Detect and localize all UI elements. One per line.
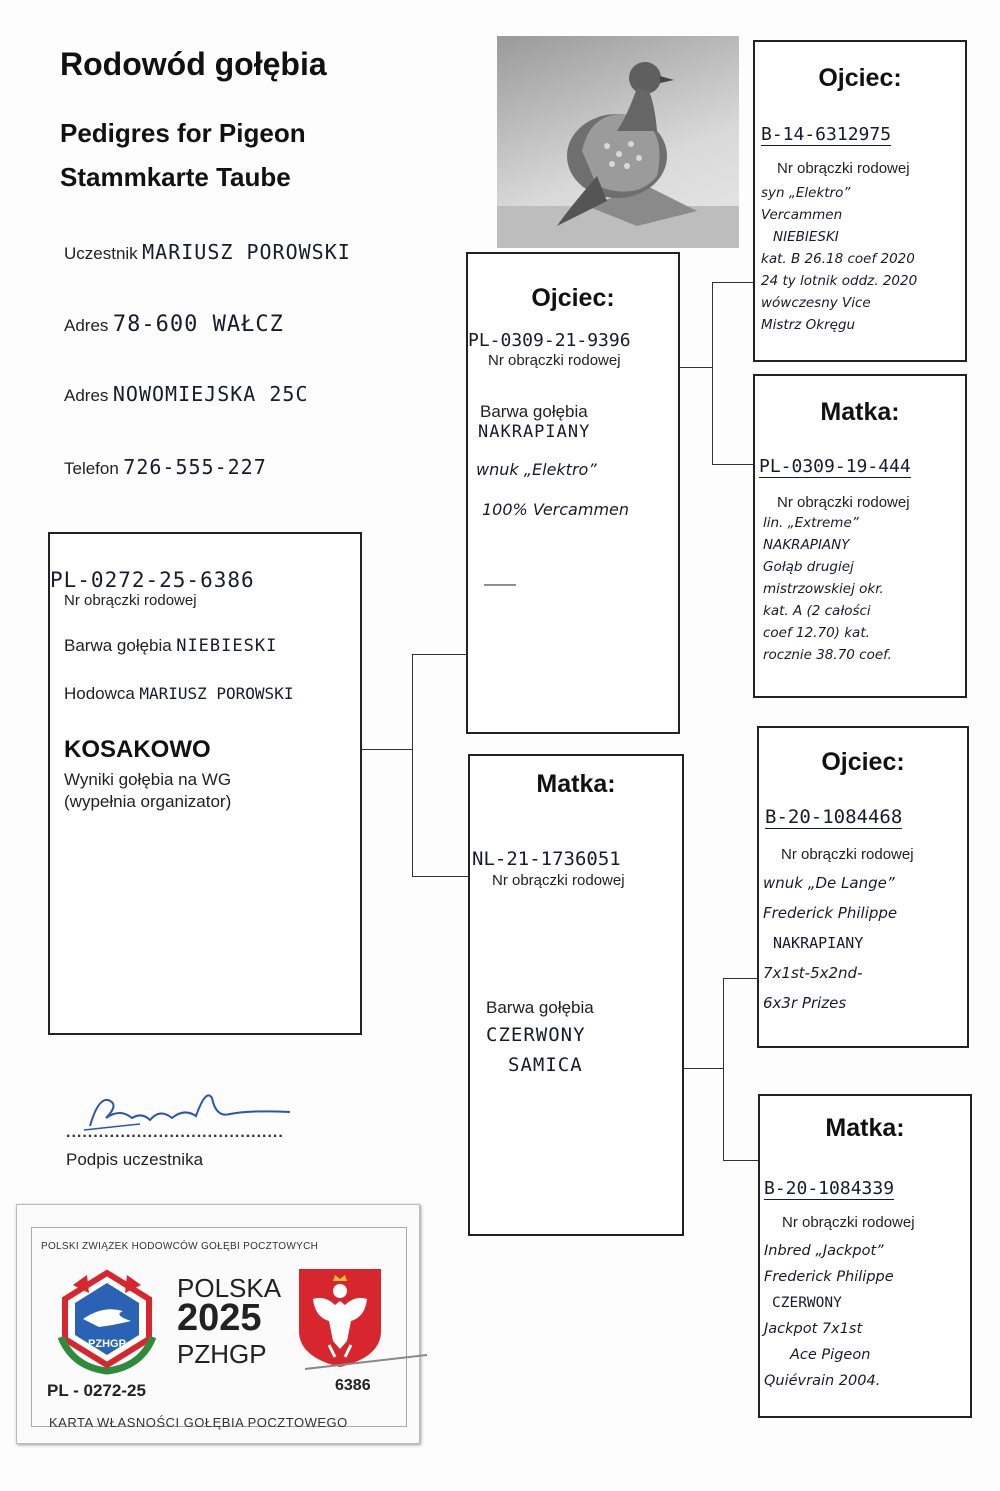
father-color-value: NAKRAPIANY — [478, 422, 591, 442]
signature-line: ........................................ — [66, 1124, 284, 1141]
pigeon-box — [48, 532, 362, 1035]
ownership-card — [16, 1204, 420, 1444]
pigeon-location: KOSAKOWO — [64, 736, 211, 763]
connector — [679, 367, 713, 368]
connector — [361, 749, 413, 750]
page-title: Rodowód gołębia — [60, 46, 327, 82]
mm-heading: Matka: — [825, 1114, 905, 1142]
fm-ring-label: Nr obrączki rodowej — [777, 494, 910, 511]
mm-note: CZERWONY — [772, 1295, 842, 1311]
connector — [412, 654, 467, 655]
ff-note: Mistrz Okręgu — [761, 317, 856, 333]
ff-box — [753, 40, 967, 362]
pigeon-color-value: NIEBIESKI — [176, 636, 278, 656]
pigeon-breeder-label: Hodowca — [64, 684, 135, 703]
mf-note: 7x1st-5x2nd- — [763, 964, 863, 982]
connector — [723, 978, 758, 979]
pigeon-silhouette-icon — [497, 36, 739, 248]
pigeon-results-note: (wypełnia organizator) — [64, 792, 232, 811]
connector — [723, 978, 724, 1160]
fm-notes — [763, 512, 892, 666]
fm-note: Gołąb drugiej — [763, 559, 854, 575]
mf-box — [757, 726, 969, 1048]
card-org: POLSKI ZWIĄZEK HODOWCÓW GOŁĘBI POCZTOWYCH — [41, 1241, 319, 1252]
connector — [412, 876, 469, 877]
father-heading: Ojciec: — [531, 284, 615, 312]
fm-ring: PL-0309-19-444 — [759, 456, 911, 477]
fm-note: NAKRAPIANY — [763, 537, 850, 553]
mf-heading: Ojciec: — [821, 748, 905, 776]
mf-notes — [763, 868, 897, 1018]
ff-notes — [761, 182, 917, 336]
ff-note: Vercammen — [761, 207, 843, 223]
mm-box — [758, 1094, 972, 1418]
father-ring: PL-0309-21-9396 — [468, 330, 631, 351]
mm-note: Inbred „Jackpot” — [764, 1243, 884, 1259]
mf-ring-label: Nr obrączki rodowej — [781, 846, 914, 863]
mother-color-value2: SAMICA — [508, 1054, 583, 1076]
address2-value: NOWOMIEJSKA 25C — [112, 382, 309, 406]
participant-label: Uczestnik — [64, 244, 138, 263]
participant-value: MARIUSZ POROWSKI — [142, 240, 351, 264]
ff-heading: Ojciec: — [818, 64, 902, 92]
fm-heading: Matka: — [820, 398, 900, 426]
card-footer: KARTA WŁASNOŚCI GOŁĘBIA POCZTOWEGO — [49, 1415, 348, 1430]
connector — [684, 1068, 724, 1069]
mother-heading: Matka: — [536, 770, 616, 798]
connector — [712, 464, 754, 465]
mf-note: NAKRAPIANY — [773, 934, 864, 952]
father-note2: 100% Vercammen — [482, 500, 630, 519]
mm-ring-label: Nr obrączki rodowej — [782, 1214, 915, 1231]
card-ring-number: 6386 — [335, 1377, 371, 1394]
mother-ring: NL-21-1736051 — [472, 848, 621, 870]
card-abbr: PZHGP — [177, 1339, 267, 1369]
ff-ring: B-14-6312975 — [761, 124, 892, 145]
mm-notes — [764, 1238, 894, 1394]
ff-note: kat. B 26.18 coef 2020 — [761, 251, 915, 267]
mf-note: 6x3r Prizes — [763, 994, 847, 1012]
connector — [712, 282, 713, 464]
father-ring-label: Nr obrączki rodowej — [488, 352, 621, 369]
card-country: POLSKA — [177, 1273, 282, 1303]
mother-color-label: Barwa gołębia — [486, 998, 594, 1017]
father-dash: —— — [484, 576, 516, 593]
connector — [412, 654, 413, 876]
participant-row — [64, 240, 351, 264]
subtitle-de: Stammkarte Taube — [60, 162, 291, 192]
address1-label: Adres — [64, 316, 109, 335]
mm-note: Frederick Philippe — [764, 1269, 894, 1285]
address2-label: Adres — [64, 386, 109, 405]
card-year: 2025 — [177, 1297, 262, 1339]
father-box — [466, 252, 680, 734]
father-note1: wnuk „Elektro” — [476, 460, 597, 479]
address1-value: 78-600 WAŁCZ — [112, 312, 284, 337]
fm-note: kat. A (2 całości — [763, 603, 871, 619]
phone-label: Telefon — [64, 459, 119, 478]
mm-ring: B-20-1084339 — [764, 1178, 895, 1199]
fm-box — [753, 374, 967, 698]
mm-note: Quiévrain 2004. — [764, 1373, 881, 1389]
ff-note: 24 ty lotnik oddz. 2020 — [761, 273, 918, 289]
phone-value: 726-555-227 — [123, 455, 267, 479]
pigeon-results-label: Wyniki gołębia na WG — [64, 770, 232, 789]
fm-note: coef 12.70) kat. — [763, 625, 870, 641]
mother-color-value1: CZERWONY — [486, 1024, 586, 1046]
mother-box — [468, 754, 684, 1236]
pigeon-ring: PL-0272-25-6386 — [50, 568, 255, 592]
ff-note: NIEBIESKI — [773, 229, 839, 245]
pigeon-breeder-row — [64, 684, 293, 704]
logo-text: PZHGP — [88, 1338, 126, 1350]
father-color-label: Barwa gołębia — [480, 402, 588, 421]
fm-note: mistrzowskiej okr. — [763, 581, 884, 597]
mother-ring-label: Nr obrączki rodowej — [492, 872, 625, 889]
pigeon-photo — [497, 36, 739, 248]
pigeon-breeder-value: MARIUSZ POROWSKI — [139, 684, 294, 703]
ff-note: syn „Elektro” — [761, 185, 851, 201]
mm-note: Jackpot 7x1st — [764, 1321, 863, 1337]
connector — [712, 282, 754, 283]
ff-note: wówczesny Vice — [761, 295, 871, 311]
mf-note: Frederick Philippe — [763, 904, 898, 922]
mm-note: Ace Pigeon — [790, 1347, 871, 1363]
address1-row — [64, 312, 284, 337]
mf-ring: B-20-1084468 — [765, 806, 903, 828]
pigeon-ring-label: Nr obrączki rodowej — [64, 592, 197, 609]
card-ring-prefix: PL - 0272-25 — [47, 1381, 146, 1400]
pigeon-color-row — [64, 636, 277, 656]
phone-row — [64, 455, 267, 479]
pigeon-color-label: Barwa gołębia — [64, 636, 172, 655]
address2-row — [64, 382, 309, 406]
connector — [723, 1160, 759, 1161]
fm-note: lin. „Extreme” — [763, 515, 859, 531]
card-staple — [37, 1355, 417, 1356]
signature-label: Podpis uczestnika — [66, 1150, 204, 1169]
subtitle-en: Pedigres for Pigeon — [60, 118, 306, 148]
mf-note: wnuk „De Lange” — [763, 874, 895, 892]
ff-ring-label: Nr obrączki rodowej — [777, 160, 910, 177]
fm-note: rocznie 38.70 coef. — [763, 647, 892, 663]
